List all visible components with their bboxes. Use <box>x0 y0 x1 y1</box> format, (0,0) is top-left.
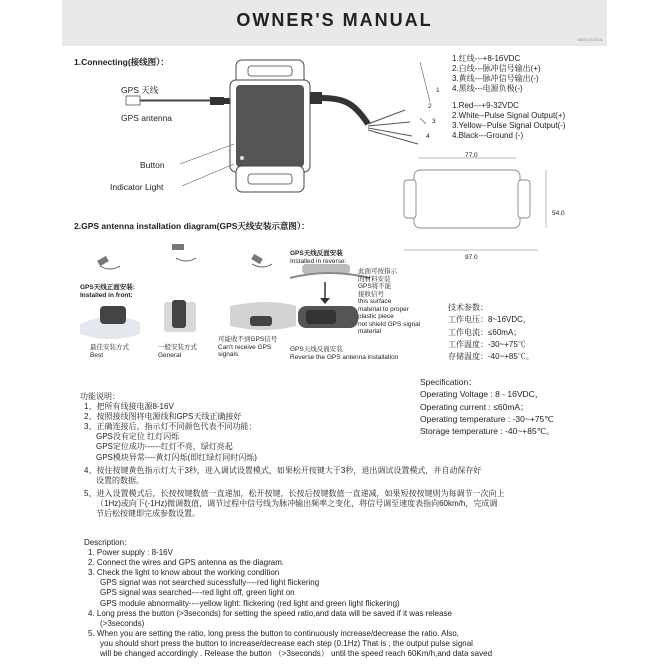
en-desc-line: 1. Power supply : 8-16V <box>88 548 173 558</box>
cn-desc-line: （1Hz)或向下(-1Hz)微调数值，调节过程中信号线为脉冲输出频率之变化，将信号调至速度表指向60km/h，完成调 <box>96 498 498 508</box>
spec-line: Specification： <box>420 377 477 387</box>
en-desc-line: GPS module abnormality----yellow light: flickering (red light and green light flickering) <box>100 598 400 608</box>
wire-num-1: 1 <box>436 87 440 94</box>
wire-en-3: 3.Yellow--Pulse Signal Output(-) <box>452 121 566 130</box>
note-line: 的材料安装 <box>358 275 391 283</box>
caption-en: Best <box>90 351 104 359</box>
front-cn: GPS天线正面安装: <box>80 284 135 291</box>
cn-desc-line: GPS没有定位 红灯闪烁 <box>96 432 180 442</box>
best-install-icon <box>80 306 140 339</box>
dimension-drawing <box>398 148 563 268</box>
en-description <box>84 538 604 659</box>
caption-general <box>158 344 197 359</box>
caption-en: Can't receive GPS signals <box>218 343 272 358</box>
reverse-note <box>358 268 438 336</box>
en-desc-line: 5. When you are setting the ratio, long press the button to continuously increase/decrease the ratio. Also, <box>88 628 459 638</box>
satellite-icon <box>251 254 272 267</box>
dim-top: 77.0 <box>465 152 478 159</box>
param-line: 工作温度：-30~+75℃ <box>448 339 526 349</box>
cn-desc-line: GPS定位成功------红灯不亮，绿灯亮起 <box>96 442 233 452</box>
note-line: material <box>358 328 382 335</box>
caption-cn: GPS天线反面安装 <box>290 346 343 353</box>
satellite-icon <box>97 256 120 269</box>
wire-cn-3: 3.黄线---脉冲信号输出(-) <box>452 74 539 83</box>
note-line: plastic piece <box>358 313 394 320</box>
no-signal-install-icon <box>230 302 296 330</box>
device-icon <box>230 60 310 192</box>
dim-bottom: 97.0 <box>465 254 478 261</box>
note-line: GPS将不能 <box>358 283 392 290</box>
spec-line: Operating temperature : -30~+75℃ <box>420 413 554 424</box>
note-line: not shield GPS signal <box>358 320 421 328</box>
wire-cn-2: 2.白线---脉冲信号输出(+) <box>452 64 541 73</box>
indicator-label: Indicator Light <box>110 182 164 192</box>
wire-num-2: 2 <box>428 103 432 110</box>
reverse-en: Installed in reverse: <box>290 258 347 265</box>
page-title: OWNER'S MANUAL <box>236 10 433 30</box>
wire-num-4: 4 <box>426 133 430 140</box>
cn-desc-line: 4、按住按键黄色指示灯大于3秒，进入调试设置模式，如果松开按键大于3秒，退出调试设置模式，并自动保存好 <box>84 465 482 475</box>
en-desc-line: 3. Check the light to know about the working condition <box>88 568 280 578</box>
wires-en <box>452 101 566 141</box>
button-label: Button <box>140 160 165 170</box>
dim-right: 54.0 <box>552 210 565 217</box>
gps-label-en: GPS antenna <box>121 113 173 123</box>
param-line: 存储温度：-40~+85℃。 <box>448 352 534 362</box>
caption-en: General <box>158 351 182 359</box>
cn-desc-line: 1、把所有线接电源8-16V <box>84 402 174 412</box>
part-number: 1004-XT1S-01 <box>576 37 603 42</box>
note-line: material to proper <box>358 305 409 313</box>
note-line: 此面可按指示 <box>358 268 397 275</box>
en-desc-line: will be changed accordingly . Release the button （>3seconds） until the speed reach 60Km/h,and data saved <box>100 649 493 659</box>
wire-en-2: 2.White--Pulse Signal Output(+) <box>452 111 566 120</box>
caption-nosignal <box>218 336 288 359</box>
en-desc-line: (>3seconds) <box>100 618 145 628</box>
cn-desc-line: 3、正确连接后，指示灯不同颜色代表不同功能： <box>84 422 257 432</box>
connecting-heading: 1.Connecting(接线图）： <box>74 57 169 67</box>
caption-cn: 可能收不到GPS信号 <box>218 336 278 343</box>
satellite-icon <box>172 244 196 261</box>
cn-desc-line: 设置的数据。 <box>96 475 144 485</box>
caption-best <box>90 344 129 359</box>
en-desc-line: you should short press the button to increase/decrease each step (0.1Hz) That is , the output pulse signal <box>100 638 473 648</box>
wires-cn <box>452 54 541 94</box>
gps-label-cn: GPS 天线 <box>121 85 159 95</box>
en-desc-line: GPS signal was searched----red light off, green light on <box>100 588 295 598</box>
en-desc-line: 4. Long press the button (>3seconds) for setting the speed ratio,and data will be saved if it was release <box>88 608 452 618</box>
param-line: 工作电压：8~16VDC， <box>448 315 531 325</box>
wire-num-3: 3 <box>432 118 436 125</box>
note-line: 接收信号 <box>358 290 384 298</box>
cable-icon <box>310 92 418 144</box>
note-line: this surface <box>358 298 392 305</box>
caption-cn: 一般安装方式 <box>158 344 197 351</box>
gps-connector-icon <box>126 96 230 105</box>
front-en: Installed in front: <box>80 292 133 299</box>
wire-cn-1: 1.红线---+8-16VDC <box>452 54 521 63</box>
wire-cn-4: 4.黑线---电源负极(-) <box>452 84 523 93</box>
reverse-cn: GPS天线反面安装 <box>290 250 343 257</box>
cn-desc-line: 5、进入设置模式后，长按按键数值一直递加，松开按键，长按后按键数值一直递减，如果短按按键则为每调节一次向上 <box>84 488 505 498</box>
en-desc-line: Description： <box>84 538 133 547</box>
caption-reverse <box>290 346 415 361</box>
en-desc-line: 2. Connect the wires and GPS antenna as the diagram. <box>88 558 285 568</box>
cn-desc-line: GPS模块异常----黄灯闪烁(即红绿灯同时闪烁) <box>96 452 257 462</box>
param-line: 工作电流：≤60mA； <box>448 327 522 337</box>
spec-line: Operating Voltage : 8 - 16VDC， <box>420 389 544 400</box>
cn-description <box>80 392 600 519</box>
spec-line: Storage temperature : -40~+85℃。 <box>420 426 555 437</box>
params-cn <box>448 302 534 363</box>
cn-desc-line: 节后松按键即完成参数设置。 <box>96 509 200 519</box>
params-title: 技术参数： <box>448 303 488 312</box>
cn-desc-line: 功能说明： <box>80 392 120 401</box>
spec-line: Operating current : ≤60mA； <box>420 401 529 412</box>
wire-en-1: 1.Red---+9-32VDC <box>452 101 519 110</box>
cn-desc-line: 2、按照接线图将电源线和GPS天线正确接好 <box>84 412 242 422</box>
antenna-heading: 2.GPS antenna installation diagram(GPS天线安装示意图）： <box>74 221 310 231</box>
general-install-icon <box>164 300 196 332</box>
caption-cn: 最佳安装方式 <box>90 344 129 351</box>
wire-en-4: 4.Black---Ground (-) <box>452 131 524 140</box>
en-desc-line: GPS signal was not searched sucessfully----red light flickering <box>100 578 320 588</box>
caption-en: Reverse the GPS antenna installation <box>290 353 399 361</box>
